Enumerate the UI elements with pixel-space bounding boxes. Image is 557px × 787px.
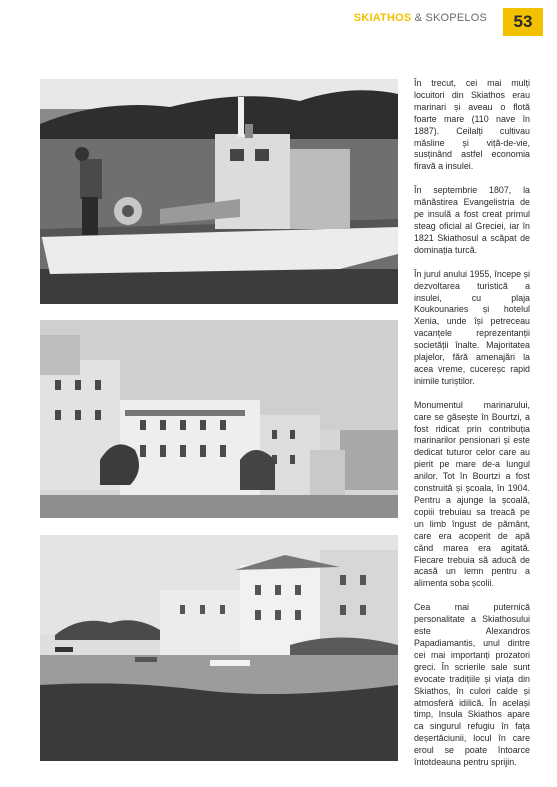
photo-waterfront-boats — [40, 535, 398, 761]
page-number-badge — [503, 8, 543, 36]
photo-fisherman-boat — [40, 79, 398, 304]
running-header — [354, 12, 487, 24]
header-title-rest: & SKOPELOS — [411, 12, 487, 24]
article-text-column — [414, 78, 530, 781]
paragraph-history: În trecut, cei mai mulți locuitori din Skiathos erau marinari și aveau o flotă foarte mare (110 nave în 1887). Ceilalți cultivau măsline și viță-de-vie, susținând astfel economia firavă a insulei. — [414, 78, 530, 172]
header-title-bold: SKIATHOS — [353, 12, 412, 24]
paragraph-monument: Monumentul marinarului, care se găsește în Bourtzi, a fost ridicat prin contribuția marinarilor pensionari și este dedicat tuturor celor care au pierit pe mare de-a lungul anilor. Tot în Bourtzi a fost construită și școala, în 1904. Pentru a ajunge la școală, copiii trebuiau sa treacă pe un limb îngust de pământ, care era acoperit de apă când marea era agitată. Fiecare trebuia să aducă de acasă un lemn pentru a alimenta soba școlii. — [414, 399, 530, 589]
paragraph-papadiamantis: Cea mai puternică personalitate a Skiathosului este Alexandros Papadiamantis, unul dintre cei mai importanți prozatori greci. În scrierile sale sunt evocate tradițiile și viața din Skiathos, în culori calde și atmosferă idilică. În același timp, Insula Skiathos apare ca singurul refugiu în fața deșertăciunii, locul în care eroul se poate întoarce întotdeauna pentru sprijin. — [414, 602, 530, 768]
photo-harbour-buildings — [40, 320, 398, 518]
page-number: 53 — [513, 12, 533, 31]
paragraph-flag: În septembrie 1807, la mănăstirea Evangelistria de pe insulă a fost creat primul steag oficial al Greciei, iar în 1821 Skiathosul a scăpat de dominația turcă. — [414, 185, 530, 255]
paragraph-tourism: În jurul anului 1955, începe și dezvoltarea turistică a insulei, cu plaja Koukounaries și hotelul Xenia, unde își petreceau vacanțele reprezentanții societății înalte. Majoritatea plajelor, fără amenajări la acea vreme, cucereșc rapid inimile turiștilor. — [414, 268, 530, 386]
